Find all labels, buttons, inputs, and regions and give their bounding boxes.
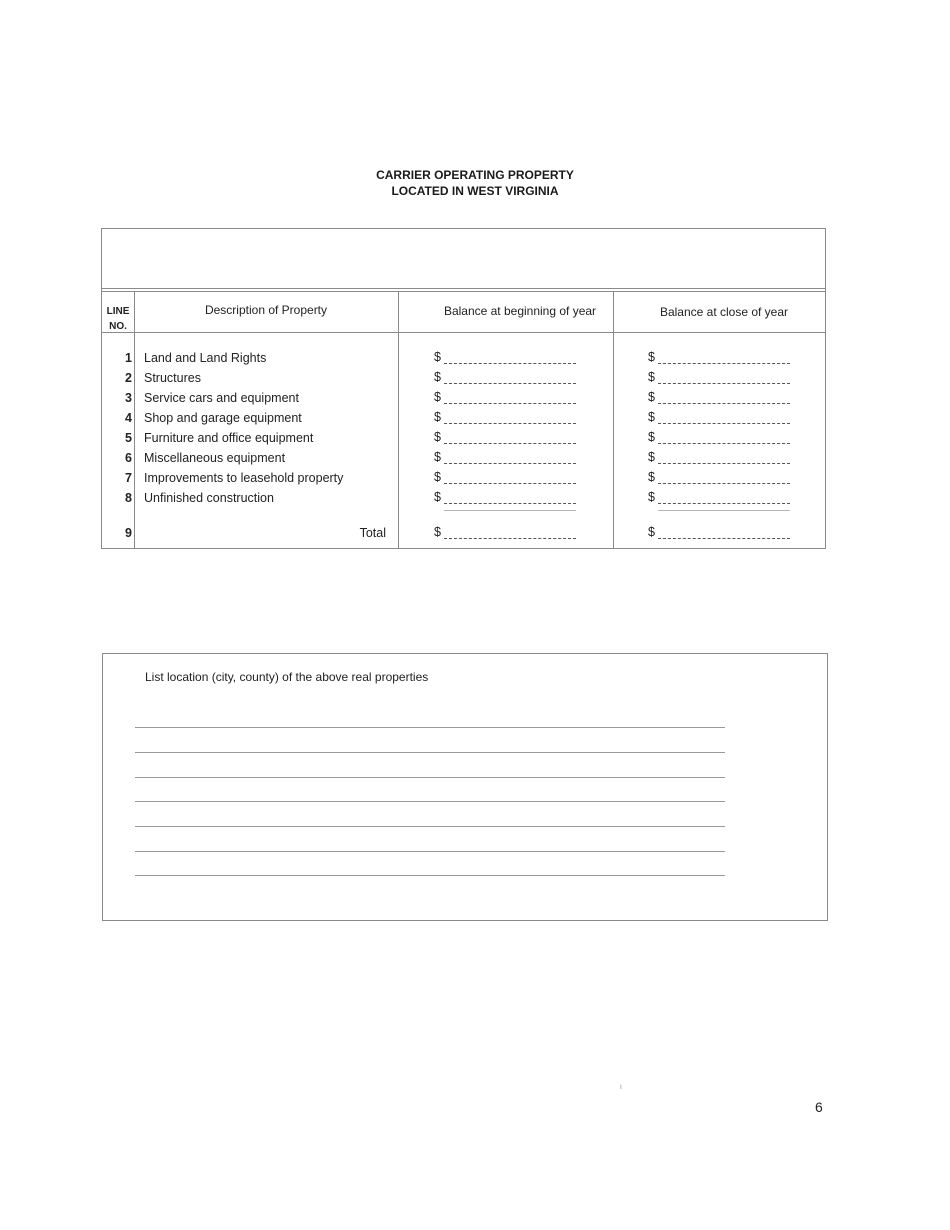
- header-divider-top-2: [102, 291, 825, 292]
- location-write-line[interactable]: [135, 777, 725, 778]
- close-balance-field[interactable]: [658, 383, 790, 384]
- table-row: [102, 428, 827, 448]
- property-description: Land and Land Rights: [144, 351, 267, 365]
- table-row: [102, 468, 827, 488]
- close-balance-field[interactable]: [658, 423, 790, 424]
- property-description: Miscellaneous equipment: [144, 451, 286, 465]
- line-number: 6: [125, 451, 132, 465]
- location-write-line[interactable]: [135, 826, 725, 827]
- property-description: Structures: [144, 371, 201, 385]
- title-line-2: LOCATED IN WEST VIRGINIA: [391, 184, 559, 198]
- begin-balance-field[interactable]: [444, 363, 576, 364]
- property-description: Furniture and office equipment: [144, 431, 314, 445]
- subtotal-rule: [658, 510, 790, 511]
- location-write-line[interactable]: [135, 875, 725, 876]
- line-number: 2: [125, 371, 132, 385]
- line-number: 8: [125, 491, 132, 505]
- close-balance-field[interactable]: [658, 463, 790, 464]
- close-balance-field[interactable]: [658, 503, 790, 504]
- line-number: 5: [125, 431, 132, 445]
- location-write-line[interactable]: [135, 851, 725, 852]
- table-row: [102, 448, 827, 468]
- header-balance-begin: Balance at beginning of year: [443, 304, 597, 318]
- table-row: [102, 368, 827, 388]
- begin-balance-field[interactable]: [444, 383, 576, 384]
- begin-balance-field[interactable]: [444, 483, 576, 484]
- currency-symbol: $: [648, 410, 655, 424]
- begin-balance-field[interactable]: [444, 503, 576, 504]
- header-divider-bottom: [102, 332, 825, 333]
- currency-symbol: $: [434, 430, 441, 444]
- property-description: Improvements to leasehold property: [144, 471, 344, 485]
- location-label: List location (city, county) of the above real properties: [145, 670, 429, 684]
- currency-symbol: $: [434, 490, 441, 504]
- property-description: Unfinished construction: [144, 491, 274, 505]
- close-balance-field[interactable]: [658, 483, 790, 484]
- location-write-line[interactable]: [135, 801, 725, 802]
- header-line-no: LINE NO.: [106, 306, 130, 332]
- line-number: 7: [125, 471, 132, 485]
- header-description: Description of Property: [204, 303, 328, 317]
- currency-symbol: $: [434, 450, 441, 464]
- begin-balance-field[interactable]: [444, 443, 576, 444]
- currency-symbol: $: [648, 430, 655, 444]
- begin-balance-field[interactable]: [444, 403, 576, 404]
- currency-symbol: $: [434, 370, 441, 384]
- table-row: [102, 348, 827, 368]
- property-description: Shop and garage equipment: [144, 411, 302, 425]
- currency-symbol: $: [434, 410, 441, 424]
- currency-symbol: $: [648, 470, 655, 484]
- table-row-total: [102, 523, 827, 543]
- currency-symbol: $: [648, 525, 655, 539]
- header-divider-top: [102, 288, 825, 289]
- table-row: [102, 488, 827, 508]
- title-line-1: CARRIER OPERATING PROPERTY: [376, 168, 574, 182]
- close-balance-field[interactable]: [658, 363, 790, 364]
- currency-symbol: $: [434, 390, 441, 404]
- currency-symbol: $: [648, 450, 655, 464]
- property-description: Service cars and equipment: [144, 391, 299, 405]
- location-box: [102, 653, 828, 921]
- close-balance-field[interactable]: [658, 403, 790, 404]
- table-row: [102, 408, 827, 428]
- begin-balance-field[interactable]: [444, 463, 576, 464]
- currency-symbol: $: [434, 350, 441, 364]
- line-number: 1: [125, 351, 132, 365]
- currency-symbol: $: [434, 525, 441, 539]
- line-number: 9: [125, 526, 132, 540]
- page-number: 6: [815, 1099, 823, 1115]
- close-balance-field[interactable]: [658, 443, 790, 444]
- header-balance-close: Balance at close of year: [659, 305, 789, 319]
- subtotal-rule: [444, 510, 576, 511]
- page-title: [0, 167, 950, 199]
- total-label: Total: [359, 526, 386, 540]
- currency-symbol: $: [648, 370, 655, 384]
- line-number: 3: [125, 391, 132, 405]
- scan-speck: ι: [620, 1082, 622, 1091]
- close-balance-field[interactable]: [658, 538, 790, 539]
- location-write-line[interactable]: [135, 752, 725, 753]
- table-row: [102, 388, 827, 408]
- begin-balance-field[interactable]: [444, 423, 576, 424]
- begin-balance-field[interactable]: [444, 538, 576, 539]
- line-number: 4: [125, 411, 132, 425]
- currency-symbol: $: [648, 490, 655, 504]
- location-write-line[interactable]: [135, 727, 725, 728]
- currency-symbol: $: [648, 390, 655, 404]
- currency-symbol: $: [434, 470, 441, 484]
- property-table: [101, 228, 826, 549]
- currency-symbol: $: [648, 350, 655, 364]
